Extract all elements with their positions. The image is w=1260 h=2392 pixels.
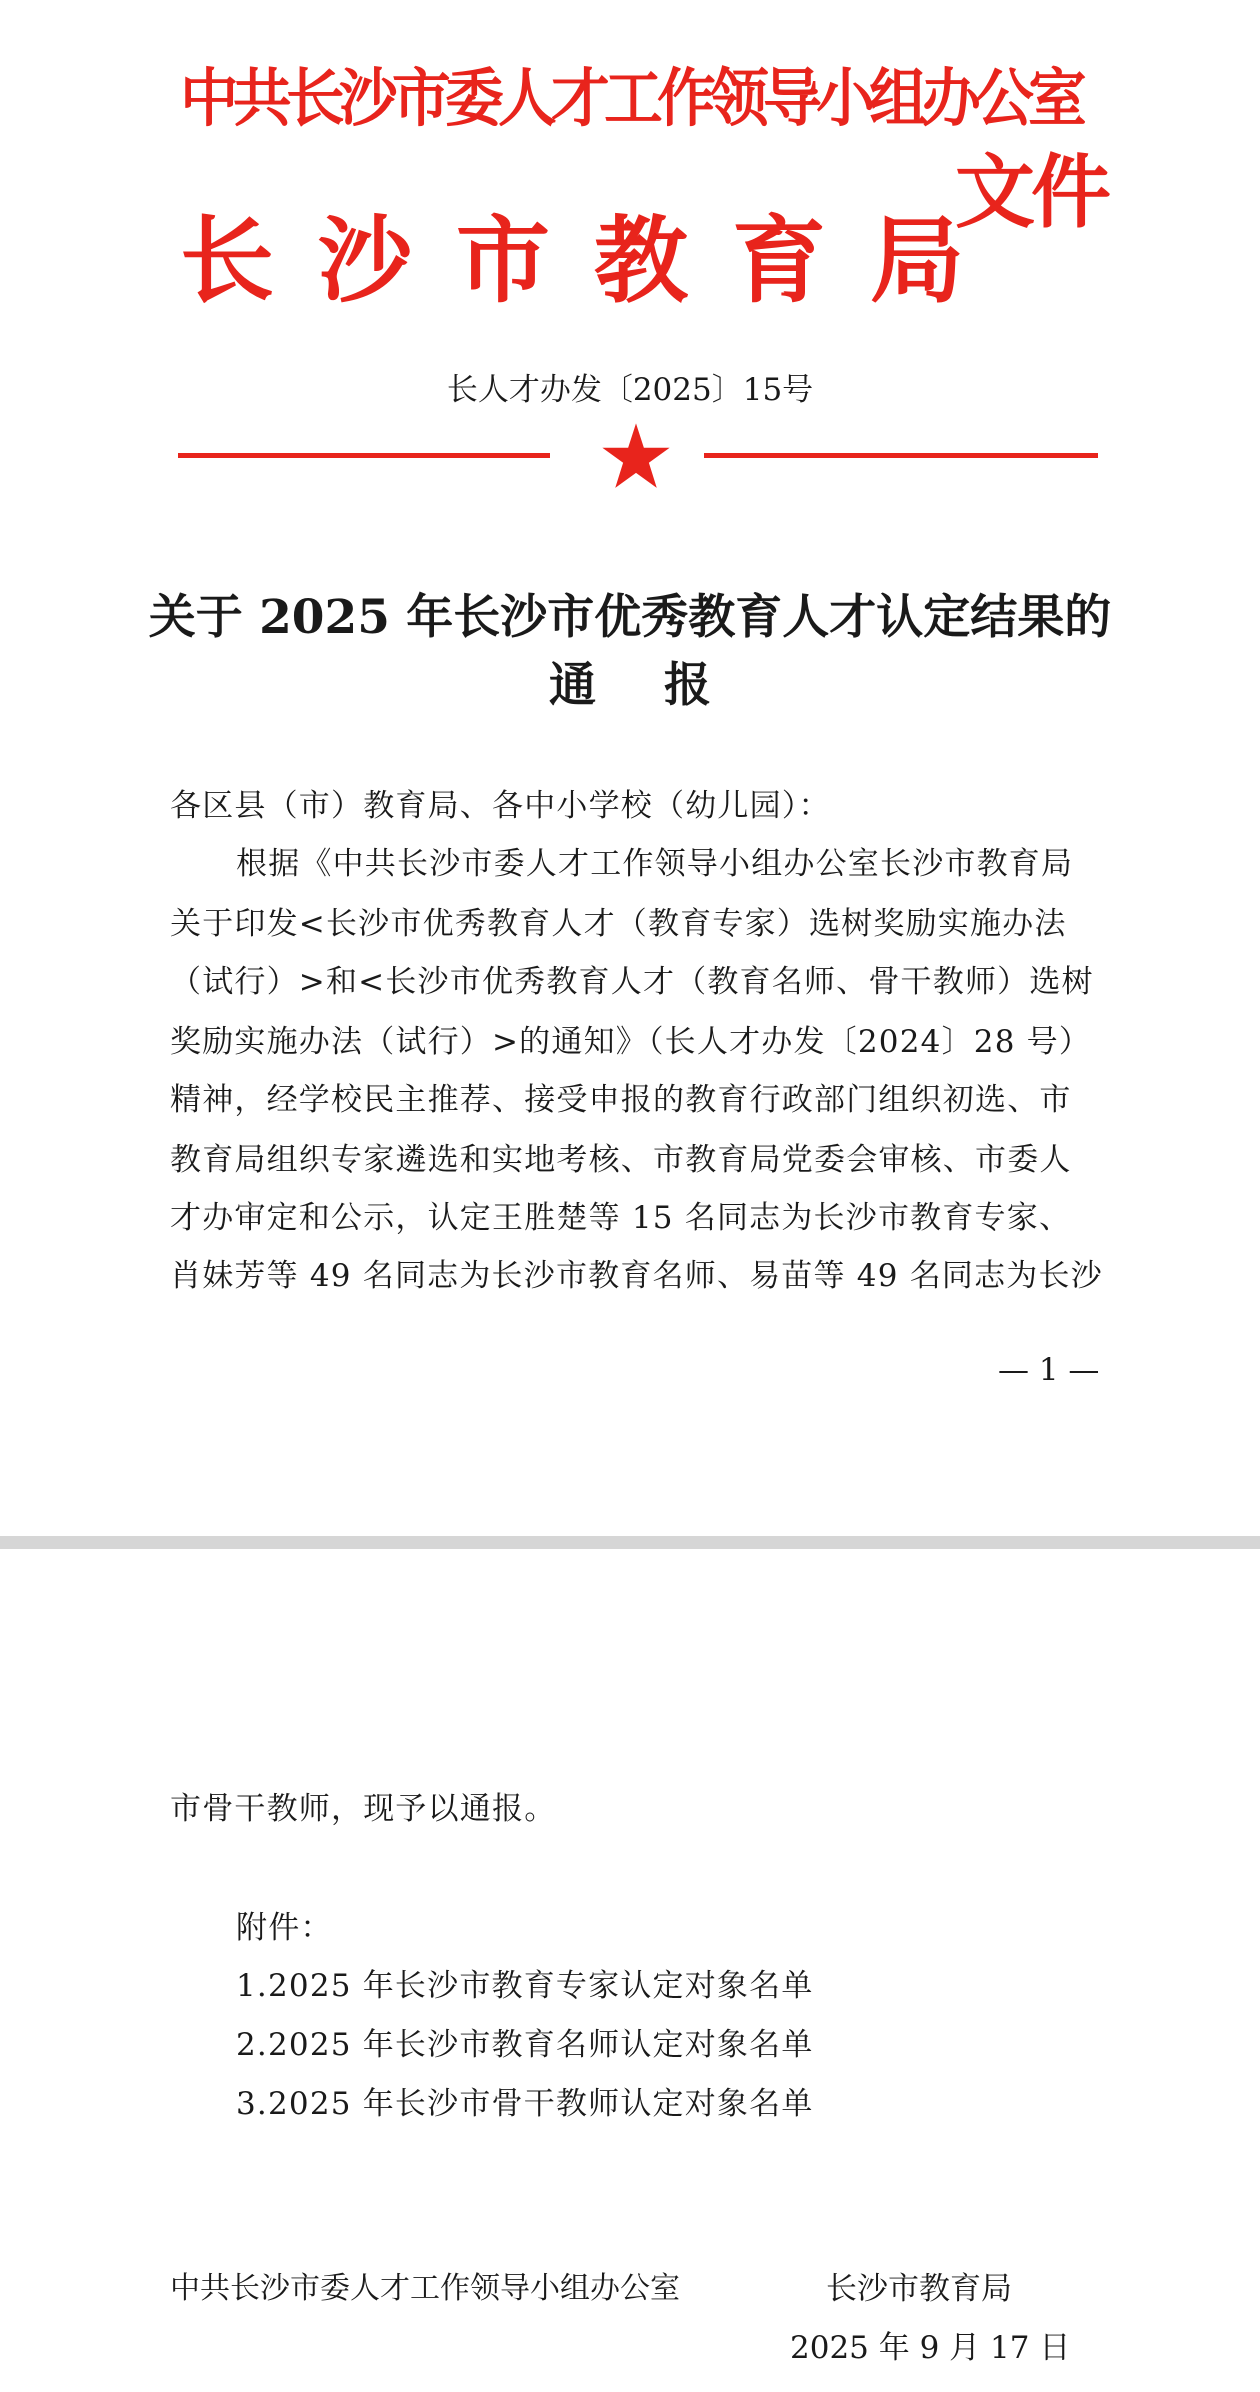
paragraph-line: 关于印发<长沙市优秀教育人才（教育专家）选树奖励实施办法 xyxy=(170,906,1067,942)
red-rule-left xyxy=(178,453,550,458)
page-break-divider xyxy=(0,1536,1260,1549)
attachment-item: 1.2025 年长沙市教育专家认定对象名单 xyxy=(236,1968,814,2004)
notice-title-suffix: 通报 xyxy=(549,658,779,713)
paragraph-line: 肖妹芳等 49 名同志为长沙市教育名师、易苗等 49 名同志为长沙 xyxy=(170,1258,1103,1294)
paragraph-line: 根据《中共长沙市委人才工作领导小组办公室长沙市教育局 xyxy=(236,846,1074,882)
attachment-item: 3.2025 年长沙市骨干教师认定对象名单 xyxy=(236,2086,814,2122)
page-number: — 1 — xyxy=(998,1352,1100,1388)
paragraph-line: 精神，经学校民主推荐、接受申报的教育行政部门组织初选、市 xyxy=(170,1082,1072,1118)
issuing-org-line: 中共长沙市委人才工作领导小组办公室 xyxy=(180,62,1082,135)
star-icon xyxy=(600,422,672,490)
paragraph-line: 教育局组织专家遴选和实地考核、市教育局党委会审核、市委人 xyxy=(170,1142,1072,1178)
signature-org-2: 长沙市教育局 xyxy=(826,2271,1012,2307)
paragraph-line: 奖励实施办法（试行）>的通知》（长人才办发〔2024〕28 号） xyxy=(170,1024,1092,1060)
paragraph-continuation: 市骨干教师，现予以通报。 xyxy=(170,1791,557,1827)
document-number: 长人才办发〔2025〕15号 xyxy=(446,372,814,408)
red-rule-right xyxy=(704,453,1098,458)
salutation: 各区县（市）教育局、各中小学校（幼儿园）： xyxy=(170,788,831,824)
signature-date: 2025 年 9 月 17 日 xyxy=(790,2330,1071,2366)
notice-title: 关于 2025 年长沙市优秀教育人才认定结果的 xyxy=(148,590,1112,645)
signature-org-1: 中共长沙市委人才工作领导小组办公室 xyxy=(170,2271,680,2306)
attachment-item: 2.2025 年长沙市教育名师认定对象名单 xyxy=(236,2027,814,2063)
document-word: 文件 xyxy=(955,146,1107,239)
paragraph-line: 才办审定和公示，认定王胜楚等 15 名同志为长沙市教育专家、 xyxy=(170,1200,1072,1236)
issuing-bureau-line: 长沙市教育局 xyxy=(180,207,1009,316)
paragraph-line: （试行）>和<长沙市优秀教育人才（教育名师、骨干教师）选树 xyxy=(170,964,1094,1000)
attachments-label: 附件： xyxy=(236,1910,333,1946)
